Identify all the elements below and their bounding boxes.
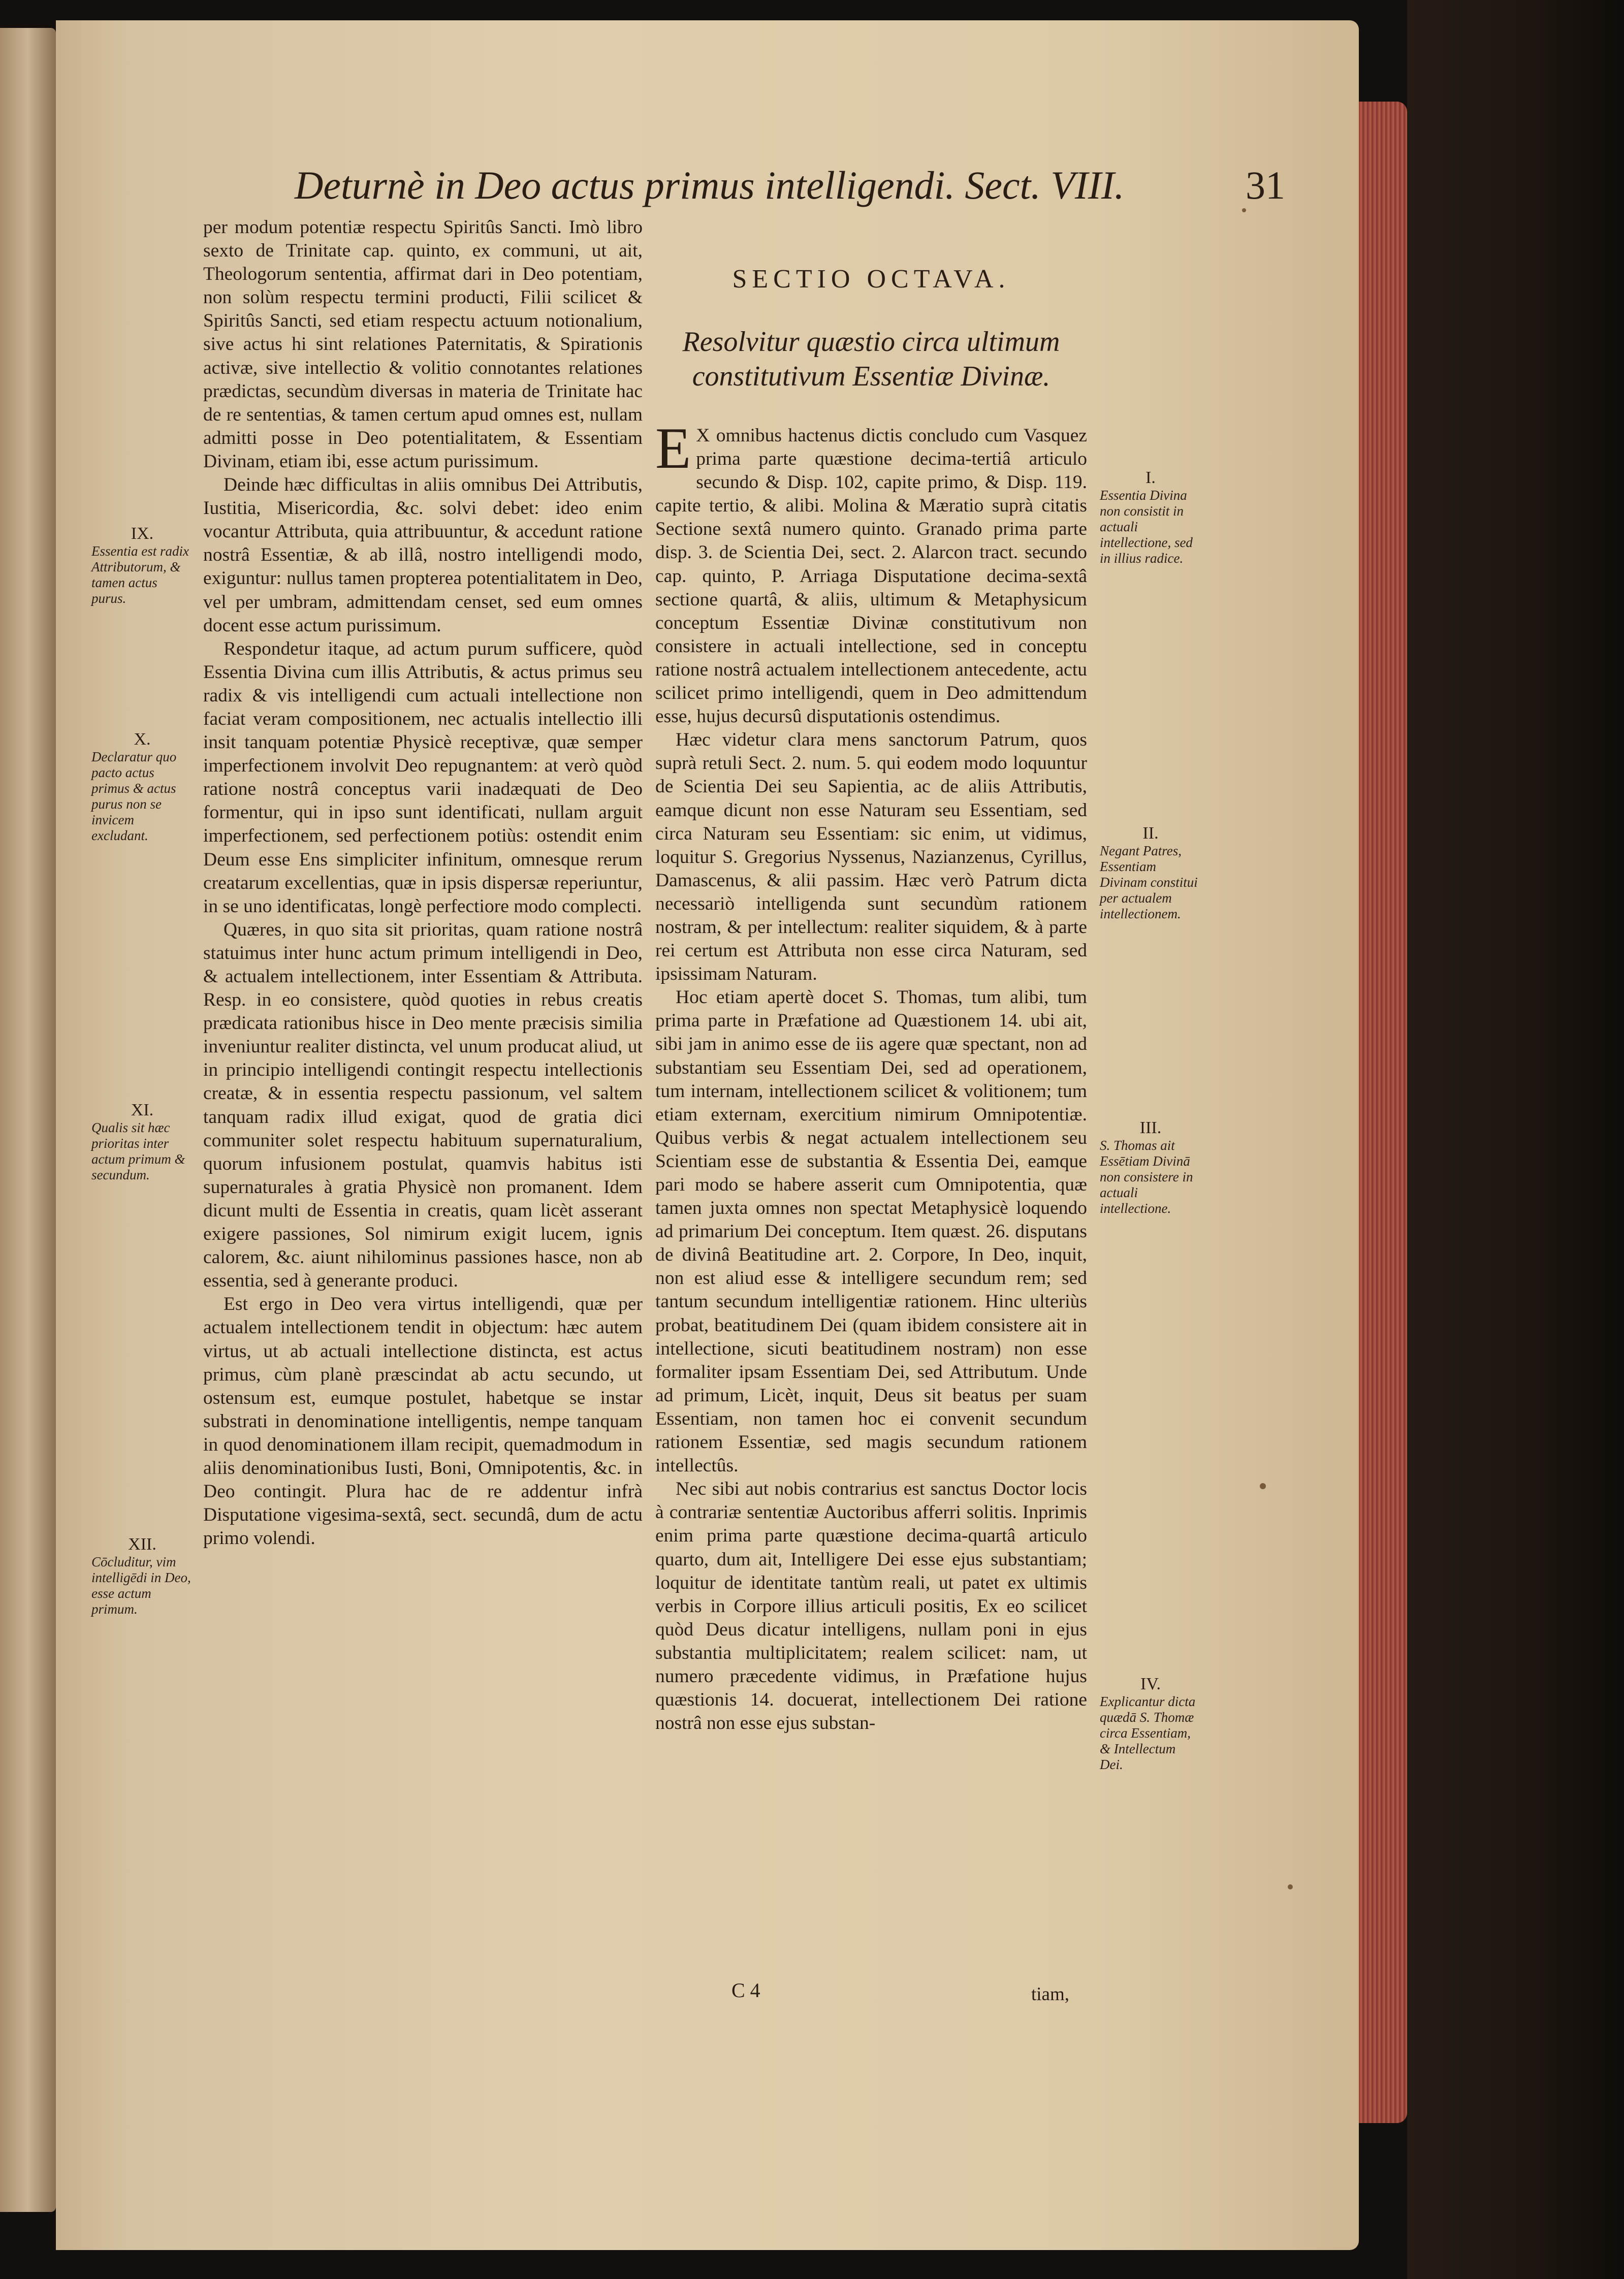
margin-note-text: Essentia Divina non consistit in actuali intellectione, sed in illius radice. <box>1100 488 1193 566</box>
section-subtitle: Resolvitur quæstio circa ultimum constitutivum Essentiæ Divinæ. <box>682 326 1060 392</box>
margin-note <box>91 526 193 606</box>
left-text-column <box>203 216 643 1550</box>
paragraph <box>655 416 1087 728</box>
margin-note <box>1100 1120 1201 1216</box>
margin-note <box>91 731 193 844</box>
signature-mark: C 4 <box>731 1979 760 2002</box>
book-cover-board <box>1407 0 1624 2279</box>
margin-note-number: I. <box>1145 468 1156 487</box>
section-title: SECTIO OCTAVA. <box>732 265 1010 294</box>
paragraph: Deinde hæc difficultas in aliis omnibus Dei Attributis, Iustitia, Misericordia, &c. solvi debet: ideo enim vocantur Attributa, quia attribuuntur, & accedunt ratione nostrâ Essentiæ, & ab illâ, nostro intelligendi modo, exiguntur: nullus tamen propterea potentialitatem in Deo, vel per umbram, admittendam censet, sed eum omnes docent esse actum purissimum. <box>203 474 643 636</box>
margin-note-number: II. <box>1142 824 1159 843</box>
margin-note-text: Declaratur quo pacto actus primus & actus purus non se invicem excludant. <box>91 749 177 843</box>
margin-note <box>1100 825 1201 922</box>
margin-note-text: Cōcluditur, vim intelligēdi in Deo, esse actum primum. <box>91 1554 191 1617</box>
margin-note <box>91 1536 193 1617</box>
paragraph: per modum potentiæ respectu Spiritûs Sancti. Imò libro sexto de Trinitate cap. quinto, ex communi, ut ait, Theologorum sententia, affirmat dari in Deo potentiam, non solùm respectu termini producti, Filii scilicet & Spiritûs Sancti, sed etiam respectu actuum notionalium, sive actus hi sint relationes Paternitatis, & Spirationis activæ, sive intellectio & volitio connotantes relationes prædictas, secundùm diversas in materia de Trinitate hac de re sententias, & tamen certum apud omnes est, nullam admitti posse in Deo potentialitatem, & Essentiam Divinam, etiam ibi, esse actum purissimum. <box>203 217 643 472</box>
margin-note <box>1100 470 1201 566</box>
margin-note-text: Qualis sit hæc prioritas inter actum primum & secundum. <box>91 1120 185 1182</box>
margin-note-text: S. Thomas ait Essētiam Divinā non consistere in actuali intellectione. <box>1100 1138 1193 1216</box>
running-header <box>284 157 1285 213</box>
margin-note-text: Negant Patres, Essentiam Divinam constitui per actualem intellectionem. <box>1100 843 1198 921</box>
margin-note-number: III. <box>1139 1118 1162 1137</box>
paragraph-text: X omnibus hactenus dictis concludo cum Vasquez prima parte quæstione decima-tertiâ articulo secundo & Disp. 102, capite primo, & Disp. 119. capite tertio, & alibi. Molina & Mæratio suprà citatis Sectione sextâ numero quinto. Granado prima parte disp. 3. de Scientia Dei, sect. 2. Alarcon tract. secundo cap. quinto, P. Arriaga Disputatione decima-sextâ sectione quartâ, & aliis, ultimum & Metaphysicum conceptum Essentiæ Divinæ constitutivum non consistere in actuali intellectione, sed in conceptu ratione nostrâ actualem intellectionem antecedente, actu scilicet primo intelligendi, quem in Deo admittendum esse, hujus decursû disputationis ostendimus. <box>655 425 1087 727</box>
margin-note-number: IV. <box>1140 1675 1161 1693</box>
catchword: tiam, <box>1031 1984 1070 2005</box>
right-text-column <box>655 264 1087 1735</box>
margin-note-number: XI. <box>131 1101 154 1119</box>
paragraph: Nec sibi aut nobis contrarius est sanctus Doctor locis à contrariæ sententiæ Auctoribus afferri solitis. Inprimis enim prima parte quæstione decima-quartâ articulo quarto, dum ait, Intelligere Dei esse ejus substantiam; loquitur de identitate tantùm reali, ut patet ex ultimis verbis in Corpore illius articuli positis, Ex eo scilicet quòd Deus dicatur intelligens, nullam poni in ejus substantia multiplicitatem; realem scilicet: nam, ut numero præcedente vidimus, in Præfatione hujus quæstionis 14. docuerat, intellectionem Dei ratione nostrâ non esse ejus substan- <box>655 1479 1087 1734</box>
paragraph: Respondetur itaque, ad actum purum sufficere, quòd Essentia Divina cum illis Attributis, & actus primus seu radix & vis intelligendi cum actuali intellectione non faciat veram compositionem, nec actualis intellectio illi insit tanquam potentiæ Physicè receptivæ, quæ semper imperfectionem involvit Deo repugnantem: at verò quòd ratione nostrâ conceptus varii inadæquati de Deo formentur, qui in ipso sunt identificati, nullam arguit imperfectionem, sed perfectionem potiùs: ostendit enim Deum esse Ens simpliciter infinitum, omnesque rerum creatarum excellentias, quæ in ipsis dispersæ reperiuntur, in se uno identificatas, longè perfectiore modo complecti. <box>203 638 643 917</box>
paragraph: Quæres, in quo sita sit prioritas, quam ratione nostrâ statuimus inter hunc actum primum intelligendi in Deo, & actualem intellectionem, inter Essentiam & Attributa. Resp. in eo consistere, quòd quoties in rebus creatis prædicata rationibus hisce in Deo mente præcisis similia inveniuntur realiter distincta, vel unum producat aliud, ut in principio intelligendi contingit respectu intellectionis creatæ, & in essentia respectu passionum, vel saltem tanquam radix illud exigat, quod de gratia dici communiter solet respectu habituum supernaturalium, quorum infusionem postulat, quamvis habitus isti supernaturales à gratia Physicè non promanent. Idem dicunt multi de Essentia in creatis, quam licèt asserant exigere passiones, Sol nimirum exigit lucem, ignis calorem, &c. aiunt nihilominus passiones hasce, non ab essentia, sed à generante produci. <box>203 919 643 1292</box>
paragraph: Est ergo in Deo vera virtus intelligendi, quæ per actualem intellectionem tendit in objectum: hæc autem virtus, ut ab actuali intellectione distincta, est actus primus, cùm planè præscindat ab actu secundo, ut ostensum est, eumque postulet, habetque se instar substrati in denominatione intelligentis, nempe tanquam in quod denominationem illam recipit, quemadmodum in aliis denominationibus Iusti, Boni, Omnipotentis, &c. in Deo contingit. Plura hac de re addentur infrà Disputatione vigesima-sextâ, sect. secundâ, dum de actu primo volendi. <box>203 1294 643 1549</box>
facing-page-edge <box>0 28 56 2212</box>
margin-note <box>91 1102 193 1183</box>
page-number: 31 <box>1246 163 1285 207</box>
paragraph: Hoc etiam apertè docet S. Thomas, tum alibi, tum prima parte in Præfatione ad Quæstionem 14. ubi ait, sibi jam in animo esse de iis agere quæ spectant, non ad substantiam seu Essentiam Dei, sed ad operationem, tum internam, intellectionem scilicet & volitionem; tum etiam externam, exercitium nimirum Omnipotentiæ. Quibus verbis & negat actualem intellectionem seu Scientiam esse de substantia & Essentia Dei, eamque pari modo se habere asserit cum Omnipotentia, quæ tamen juxta omnes non spectat Metaphysicè loquendo ad primarium Dei conceptum. Item quæst. 26. disputans de divinâ Beatitudine art. 2. Corpore, In Deo, inquit, non est aliud esse & intelligere secundum rem; sed tantum secundum intelligentiæ rationem. Hinc ulteriùs probat, beatitudinem Dei (quam ibidem consistere ait in intellectione, sicuti beatitudinem nostram) non esse formaliter ipsam Essentiam Dei, sed Attributum. Unde ad primum, Licèt, inquit, Deus sit beatus per suam Essentiam, non tamen hoc ei convenit secundum rationem Essentiæ, sed magis secundum rationem intellectûs. <box>655 987 1087 1476</box>
margin-note-number: X. <box>134 730 151 749</box>
foxing-spot <box>1260 1483 1266 1489</box>
margin-note-number: XII. <box>128 1535 156 1554</box>
red-page-edges <box>1359 102 1407 2123</box>
foxing-spot <box>1288 1884 1293 1889</box>
margin-note <box>1100 1676 1201 1773</box>
margin-note-text: Explicantur dicta quædā S. Thomæ circa Essentiam, & Intellectum Dei. <box>1100 1694 1196 1772</box>
paragraph: Hæc videtur clara mens sanctorum Patrum, quos suprà retuli Sect. 2. num. 5. qui eodem modo loquuntur de Scientia Dei seu Sapientia, ac de aliis Attributis, eamque dicunt non esse Naturam seu Essentiam, sed circa Naturam seu Essentiam: sic enim, ut vidimus, loquitur S. Gregorius Nyssenus, Nazianzenus, Cyrillus, Damascenus, & alii passim. Hæc verò Patrum dicta necessariò intelligenda sunt secundùm rationem nostram, & per intellectum: realiter siquidem, & à parte rei certum est Attributa non esse circa Naturam, sed ipsissimam Naturam. <box>655 729 1087 985</box>
drop-cap: E <box>655 416 691 480</box>
margin-note-number: IX. <box>131 524 154 543</box>
margin-note-text: Essentia est radix Attributorum, & tamen actus purus. <box>91 543 189 606</box>
running-title: Deturnè in Deo actus primus intelligendi. Sect. VIII. <box>295 163 1125 207</box>
